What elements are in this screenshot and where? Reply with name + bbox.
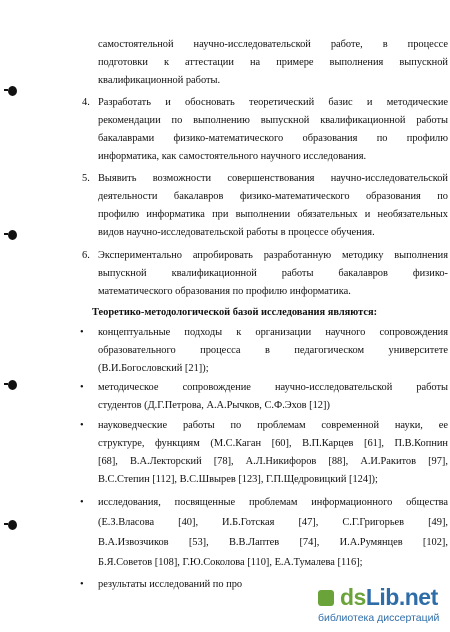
text-line: квалификационной работы. (98, 75, 221, 86)
list-number: 6. (82, 250, 90, 261)
text-line: концептуальные подходы к организации научного сопровождения (98, 327, 448, 338)
text-line: Б.Я.Советов [108], Г.Ю.Соколова [110], Е.А.Тумалева [116]; (98, 557, 363, 568)
bullet-icon: • (80, 497, 84, 508)
binder-hole-icon (8, 520, 17, 530)
text-line: информатика, как самостоятельного научного исследования. (98, 151, 367, 162)
text-line: бакалаврами физико-математического образования по профилю (98, 133, 448, 144)
text-line: Разработать и обосновать теоретический базис и методические (98, 97, 448, 108)
binder-hole-icon (8, 230, 17, 240)
watermark-logo[interactable] (318, 584, 448, 628)
text-line: рекомендации по выполнению выпускной квалификационной работы (98, 115, 448, 126)
bullet-icon: • (80, 579, 84, 590)
bullet-icon: • (80, 420, 84, 431)
text-line: Экспериментально апробировать разработанную методику выполнения (98, 250, 448, 261)
binder-hole-icon (8, 380, 17, 390)
text-line: (Е.З.Власова [40], И.Б.Готская [47], С.Г.Григорьев [49], (98, 517, 448, 528)
text-line: деятельности бакалавров физико-математического образования по (98, 191, 448, 202)
text-line: самостоятельной научно-исследовательской работе, в процессе (98, 39, 448, 50)
text-line: (В.И.Богословский [21]); (98, 363, 209, 374)
text-line: В.А.Извозчиков [53], В.В.Лаптев [74], И.А.Румянцев [102], (98, 537, 448, 548)
text-line: профилю информатика при выполнении обязательных и необязательных (98, 209, 448, 220)
text-line: образовательного процесса в педагогическом университете (98, 345, 448, 356)
list-number: 5. (82, 173, 90, 184)
text-line: математического образования по профилю информатика. (98, 286, 351, 297)
text-line: В.С.Степин [112], В.С.Швырев [123], Г.П.Щедровицкий [124]); (98, 474, 378, 485)
book-icon (318, 590, 334, 606)
text-line: студентов (Д.Г.Петрова, А.А.Рычков, С.Ф.Эхов [12]) (98, 400, 330, 411)
text-line: подготовки к аттестации на примере выполнения выпускной (98, 57, 448, 68)
bullet-icon: • (80, 327, 84, 338)
text-line: результаты исследований по про (98, 579, 243, 590)
text-line: исследования, посвященные проблемам информационного общества (98, 497, 448, 508)
bullet-icon: • (80, 382, 84, 393)
text-line: науковедческие работы по проблемам современной науки, ее (98, 420, 448, 431)
text-line: видов научно-исследовательской работы в процессе обучения. (98, 227, 375, 238)
text-line: Выявить возможности совершенствования научно-исследовательской (98, 173, 448, 184)
text-line: [68], В.А.Лекторский [78], А.Л.Никифоров [88], А.И.Ракитов [97], (98, 456, 448, 467)
text-line: структуре, функциям (М.С.Каган [60], В.П.Карцев [61], П.В.Копнин (98, 438, 448, 449)
binder-hole-icon (8, 86, 17, 96)
list-number: 4. (82, 97, 90, 108)
section-heading: Теоретико-методологической базой исследования являются: (92, 307, 378, 318)
watermark-title: dsLib.net (340, 584, 438, 610)
watermark-subtitle: библиотека диссертаций (318, 612, 440, 624)
text-line: выпускной квалификационной работы бакалавров физико- (98, 268, 448, 279)
text-line: методическое сопровождение научно-исследовательской работы (98, 382, 448, 393)
